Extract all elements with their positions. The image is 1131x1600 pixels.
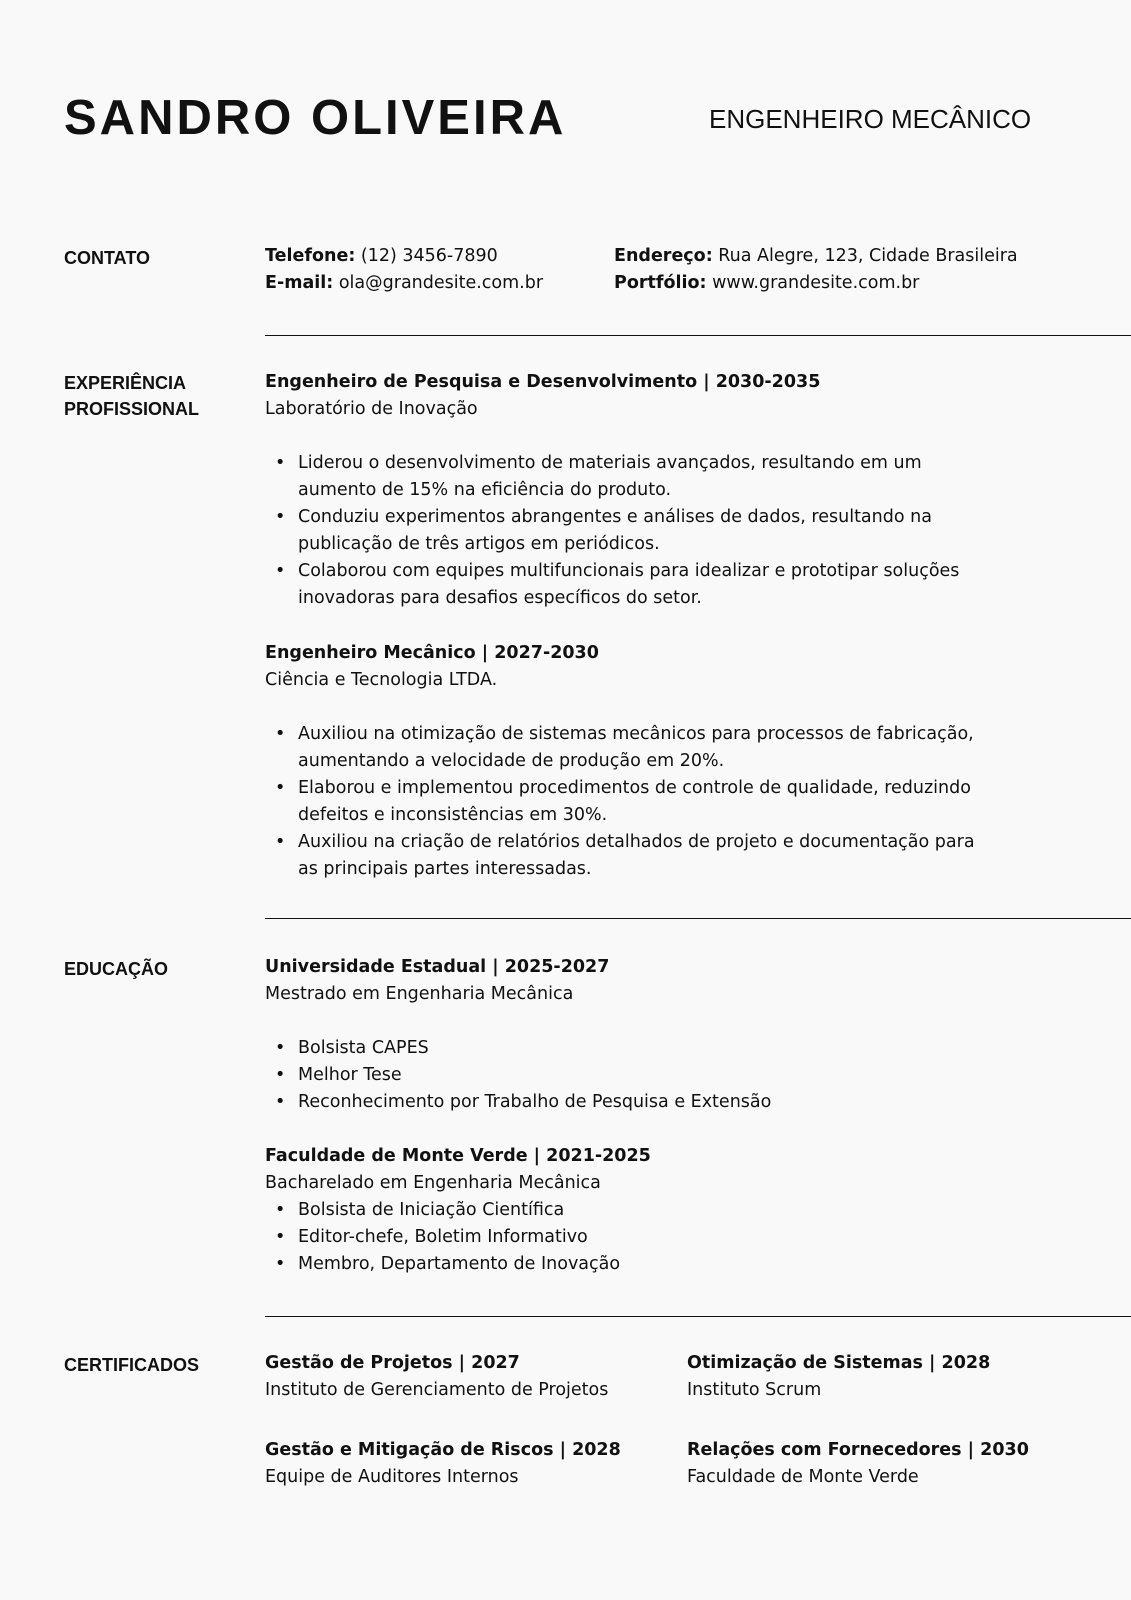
job-title-line: Engenheiro Mecânico | 2027-2030 <box>265 643 599 663</box>
education-bullet-list <box>265 1197 1025 1278</box>
certificate-title: Gestão de Projetos | 2027 <box>265 1353 520 1373</box>
education-title: Universidade Estadual | 2025-2027 <box>265 957 610 977</box>
job-title: ENGENHEIRO MECÂNICO <box>709 104 1032 134</box>
job-title-line: Engenheiro de Pesquisa e Desenvolvimento | 2030-2035 <box>265 372 821 392</box>
list-item: • Auxiliou na otimização de sistemas mecânicos para processos de fabricação, aumentando a velocidade de produção em 20%. <box>265 721 1025 775</box>
list-item: • Editor-chefe, Boletim Informativo <box>265 1224 1025 1251</box>
certificate-issuer: Instituto de Gerenciamento de Projetos <box>265 1380 609 1400</box>
candidate-name: SANDRO OLIVEIRA <box>64 91 567 145</box>
certificate-issuer: Instituto Scrum <box>687 1380 822 1400</box>
education-entry <box>265 954 1025 1116</box>
list-item: • Reconhecimento por Trabalho de Pesquisa e Extensão <box>265 1089 1025 1116</box>
list-item: • Bolsista CAPES <box>265 1035 1025 1062</box>
list-item: • Bolsista de Iniciação Científica <box>265 1197 1025 1224</box>
job-bullet-list <box>265 721 1025 883</box>
certificate-item <box>265 1437 621 1491</box>
job-bullet-list <box>265 450 1025 612</box>
list-item: • Elaborou e implementou procedimentos de controle de qualidade, reduzindo defeitos e inconsistências em 30%. <box>265 775 1025 829</box>
job-company: Laboratório de Inovação <box>265 399 478 419</box>
section-divider <box>265 918 1131 919</box>
section-label-education: EDUCAÇÃO <box>64 959 169 979</box>
certificate-issuer: Faculdade de Monte Verde <box>687 1467 919 1487</box>
education-degree: Mestrado em Engenharia Mecânica <box>265 984 574 1004</box>
job-entry <box>265 369 1025 612</box>
list-item: • Auxiliou na criação de relatórios detalhados de projeto e documentação para as principais partes interessadas. <box>265 829 1025 883</box>
education-title: Faculdade de Monte Verde | 2021-2025 <box>265 1146 651 1166</box>
job-entry <box>265 640 1025 883</box>
phone-value: (12) 3456-7890 <box>360 246 498 266</box>
list-item: • Colaborou com equipes multifuncionais para idealizar e prototipar soluções inovadoras para desafios específicos do setor. <box>265 558 1025 612</box>
certificate-title: Gestão e Mitigação de Riscos | 2028 <box>265 1440 621 1460</box>
certificate-title: Otimização de Sistemas | 2028 <box>687 1353 991 1373</box>
education-entry <box>265 1143 1025 1278</box>
certificate-title: Relações com Fornecedores | 2030 <box>687 1440 1029 1460</box>
job-company: Ciência e Tecnologia LTDA. <box>265 670 498 690</box>
contact-email <box>265 270 543 297</box>
education-bullet-list <box>265 1035 1025 1116</box>
experience-label-line2: PROFISSIONAL <box>64 399 200 419</box>
section-label-contact: CONTATO <box>64 248 150 268</box>
certificate-issuer: Equipe de Auditores Internos <box>265 1467 519 1487</box>
list-item: • Conduziu experimentos abrangentes e análises de dados, resultando na publicação de três artigos em periódicos. <box>265 504 1025 558</box>
portfolio-value: www.grandesite.com.br <box>712 273 920 293</box>
section-divider <box>265 1316 1131 1317</box>
portfolio-label: Portfólio: <box>614 273 707 293</box>
contact-portfolio <box>614 270 919 297</box>
section-label-experience <box>64 370 254 422</box>
address-label: Endereço: <box>614 246 713 266</box>
list-item: • Membro, Departamento de Inovação <box>265 1251 1025 1278</box>
list-item: • Melhor Tese <box>265 1062 1025 1089</box>
education-degree: Bacharelado em Engenharia Mecânica <box>265 1173 601 1193</box>
certificate-item <box>265 1350 608 1404</box>
email-value: ola@grandesite.com.br <box>338 273 544 293</box>
section-divider <box>265 335 1131 336</box>
email-label: E-mail: <box>265 273 334 293</box>
certificate-item <box>687 1437 1029 1491</box>
experience-label-line1: EXPERIÊNCIA <box>64 373 187 393</box>
certificate-item <box>687 1350 990 1404</box>
list-item: • Liderou o desenvolvimento de materiais avançados, resultando em um aumento de 15% na eficiência do produto. <box>265 450 1025 504</box>
address-value: Rua Alegre, 123, Cidade Brasileira <box>718 246 1018 266</box>
contact-phone <box>265 243 498 270</box>
section-label-certificates: CERTIFICADOS <box>64 1355 199 1375</box>
contact-address <box>614 243 1018 270</box>
phone-label: Telefone: <box>265 246 356 266</box>
